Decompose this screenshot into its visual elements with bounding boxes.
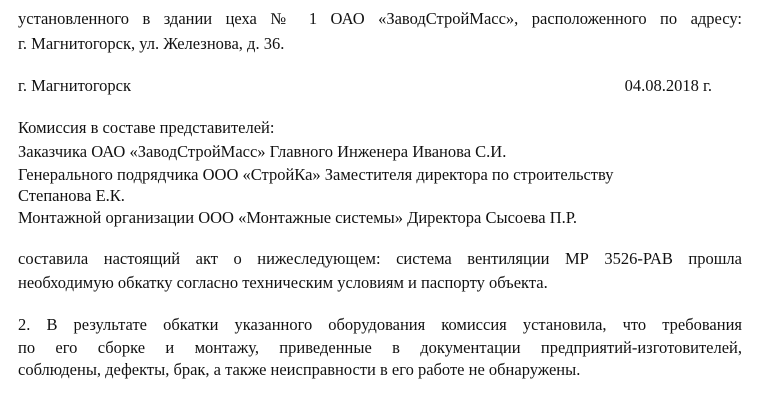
item-2-line-1: 2. В результате обкатки указанного оборудования комиссия установила, что требования [18, 315, 742, 334]
document-date: 04.08.2018 г. [624, 76, 712, 95]
city-text: г. Магнитогорск [18, 76, 132, 95]
place-date-row [18, 76, 742, 96]
commission-member-installer: Монтажной организации ООО «Монтажные системы» Директора Сысоева П.Р. [18, 208, 577, 227]
commission-member-contractor-name: Степанова Е.К. [18, 186, 125, 205]
item-2-line-2: по его сборке и монтажу, приведенные в документации предприятий-изготовителей, [18, 338, 742, 357]
commission-member-customer: Заказчика ОАО «ЗаводСтройМасс» Главного Инженера Иванова С.И. [18, 142, 507, 161]
statement-line-2: необходимую обкатку согласно техническим условиям и паспорту объекта. [18, 273, 548, 292]
statement-line-1: составила настоящий акт о нижеследующем: система вентиляции МР 3526-РАВ прошла [18, 249, 742, 268]
item-2-line-3: соблюдены, дефекты, брак, а также неисправности в его работе не обнаружены. [18, 360, 581, 379]
commission-member-contractor: Генерального подрядчика ООО «СтройКа» Заместителя директора по строительству [18, 165, 614, 184]
commission-heading: Комиссия в составе представителей: [18, 118, 275, 137]
intro-line-2: г. Магнитогорск, ул. Железнова, д. 36. [18, 34, 285, 53]
intro-line-1: установленного в здании цеха № 1 ОАО «ЗаводСтройМасс», расположенного по адресу: [18, 9, 742, 28]
